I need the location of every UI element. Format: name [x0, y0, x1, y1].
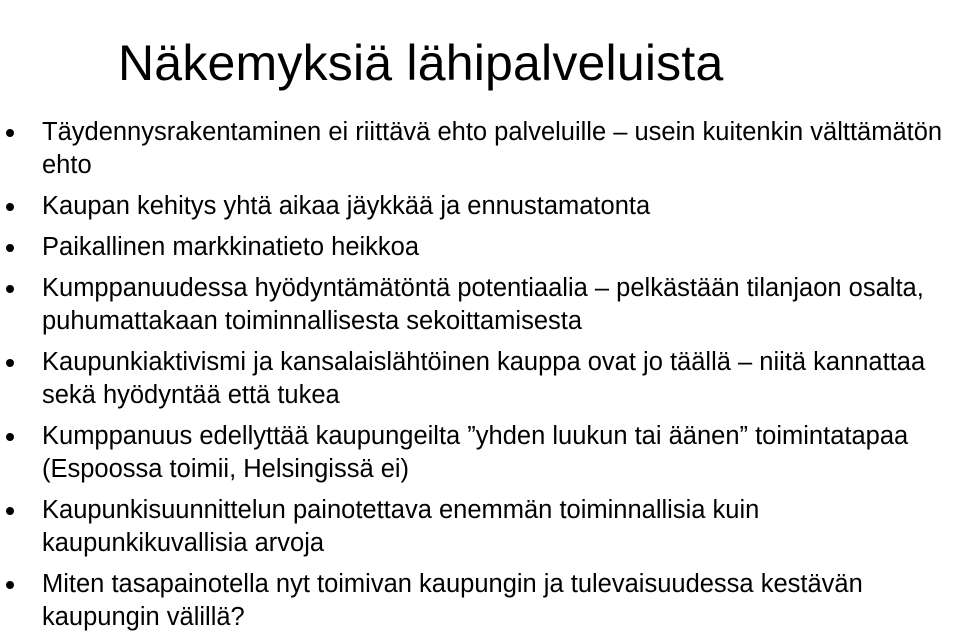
bullet-item — [0, 346, 960, 412]
bullet-text: Kaupunkisuunnittelun painotettava enemmän toiminnallisia kuin kaupunkikuvallisia arvoja — [42, 496, 760, 557]
bullet-dot-icon — [6, 359, 14, 367]
bullet-dot-icon — [6, 507, 14, 515]
bullet-text: Täydennysrakentaminen ei riittävä ehto palveluille – usein kuitenkin välttämätön ehto — [42, 118, 943, 179]
bullet-dot-icon — [6, 433, 14, 441]
bullet-text: Kumppanuus edellyttää kaupungeilta ”yhden luukun tai äänen” toimintatapaa (Espoossa toimii, Helsingissä ei) — [42, 422, 909, 483]
bullet-text: Paikallinen markkinatieto heikkoa — [42, 233, 420, 261]
bullet-dot-icon — [6, 244, 14, 252]
bullet-text: Kaupunkiaktivismi ja kansalaislähtöinen kauppa ovat jo täällä – niitä kannattaa sekä hyödyntää että tukea — [42, 348, 926, 409]
bullet-dot-icon — [6, 285, 14, 293]
bullet-item — [0, 272, 960, 338]
bullet-text: Kaupan kehitys yhtä aikaa jäykkää ja ennustamatonta — [42, 192, 651, 220]
bullet-dot-icon — [6, 581, 14, 589]
bullet-item — [0, 494, 960, 560]
bullet-item — [0, 116, 960, 182]
bullet-item — [0, 231, 960, 264]
bullet-item — [0, 190, 960, 223]
bullet-item — [0, 420, 960, 486]
bullet-dot-icon — [6, 203, 14, 211]
bullet-item — [0, 568, 960, 634]
slide-title: Näkemyksiä lähipalveluista — [118, 34, 724, 91]
bullet-text: Kumppanuudessa hyödyntämätöntä potentiaalia – pelkästään tilanjaon osalta, puhumattakaan toiminnallisesta sekoittamisesta — [42, 274, 924, 335]
bullet-text: Miten tasapainotella nyt toimivan kaupungin ja tulevaisuudessa kestävän kaupungin välillä? — [42, 570, 863, 631]
bullet-list — [0, 116, 960, 642]
bullet-dot-icon — [6, 129, 14, 137]
